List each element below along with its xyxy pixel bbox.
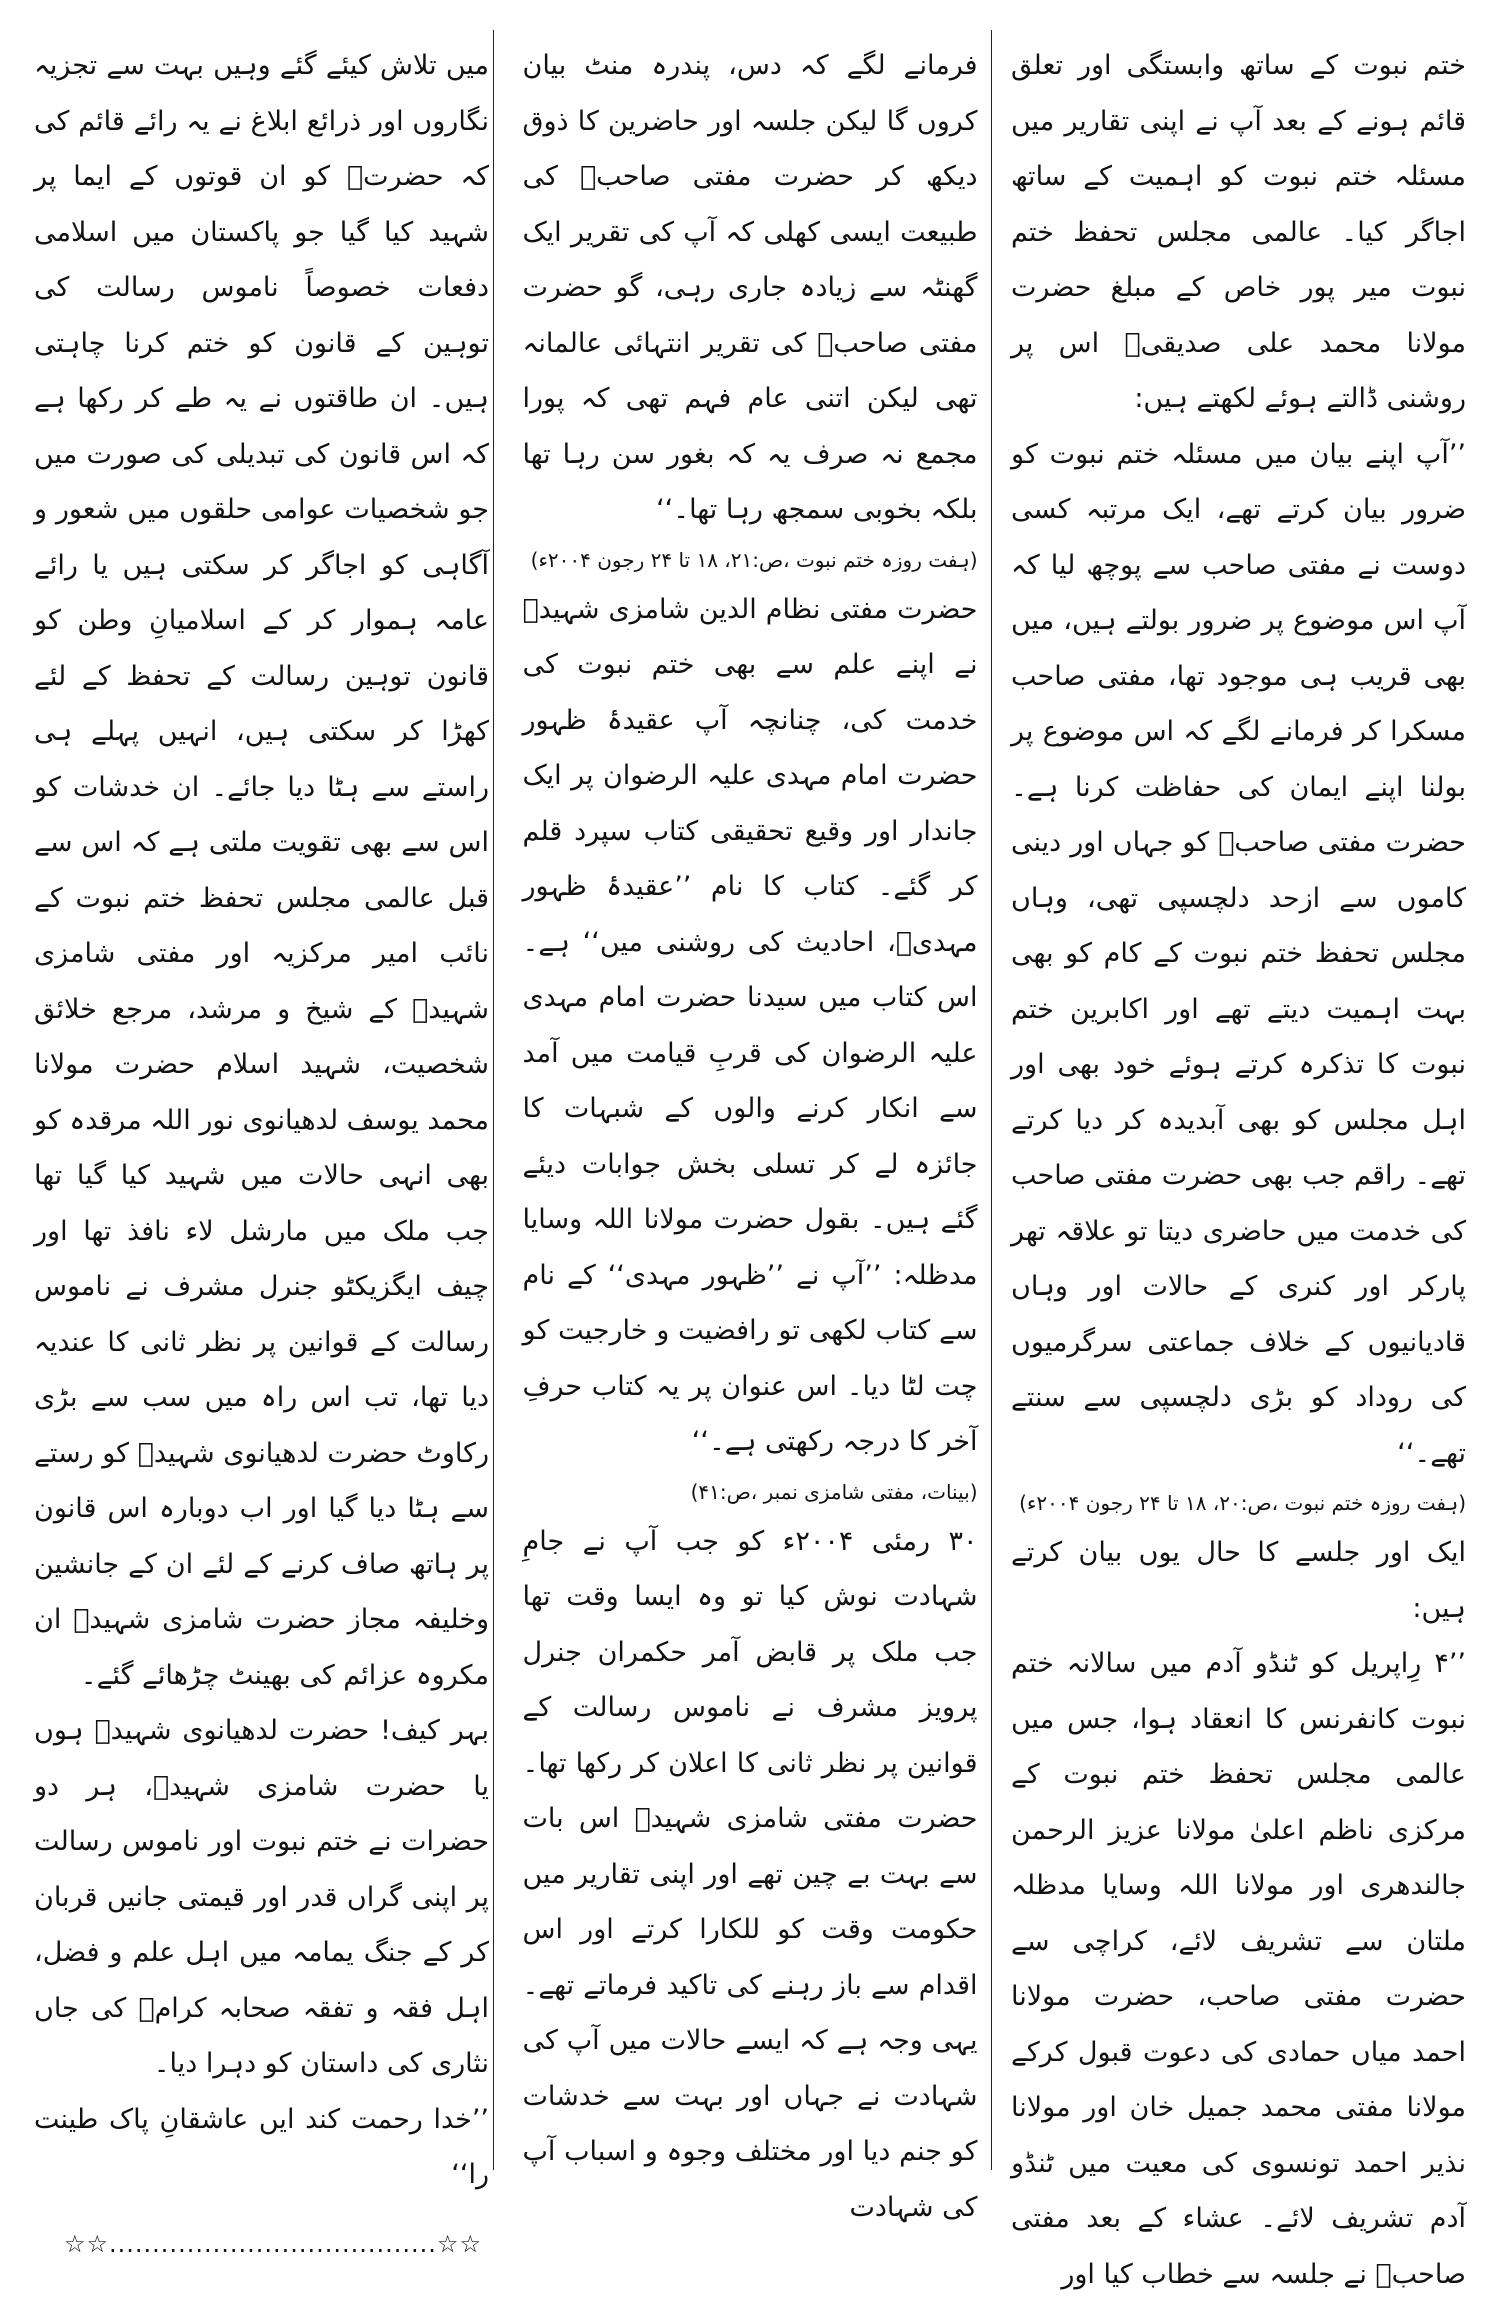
end-ornament: ☆☆......................................☆☆ bbox=[64, 2229, 482, 2258]
column-left bbox=[34, 38, 489, 2258]
paragraph: بہر کیف! حضرت لدھیانوی شہیدؒ ہوں یا حضرت شامزی شہیدؒ، ہر دو حضرات نے ختم نبوت اور ناموس رسالت پر اپنی گراں قدر اور قیمتی جانیں قربان کر کے جنگ یمامہ میں اہل علم و فضل، اہل فقہ و تفقہ صحابہ کرامؓ کی جاں نثاری کی داستان کو دہرا دیا۔ bbox=[34, 1715, 489, 2079]
source-citation: (ہفت روزہ ختم نبوت ،ص:۲۱، ۱۸ تا ۲۴ رجون ۲۰۰۴ء) bbox=[530, 547, 978, 572]
paragraph: حضرت مفتی نظام الدین شامزی شہیدؒ نے اپنے علم سے بھی ختم نبوت کی خدمت کی، چنانچہ آپ عقیدۂ ظہور حضرت امام مہدی علیہ الرضوان پر ایک جاندار اور وقیع تحقیقی کتاب سپرد قلم کر گئے۔ کتاب کا نام ’’عقیدۂ ظہور مہدیؑ، احادیث کی روشنی میں‘‘ ہے۔ اس کتاب میں سیدنا حضرت امام مہدی علیہ الرضوان کی قربِ قیامت میں آمد سے انکار کرنے والوں کے شبہات کا جائزہ لے کر تسلی بخش جوابات دیئے گئے ہیں۔ بقول حضرت مولانا اللہ وسایا مدظلہ: ’’آپ نے ’’ظہور مہدی‘‘ کے نام سے کتاب لکھی تو رافضیت و خارجیت کو چت لٹا دیا۔ اس عنوان پر یہ کتاب حرفِ آخر کا درجہ رکھتی ہے۔‘‘ bbox=[522, 593, 978, 1457]
paragraph: فرمانے لگے کہ دس، پندرہ منٹ بیان کروں گا لیکن جلسہ اور حاضرین کا ذوق دیکھ کر حضرت مفتی صاحبؒ کی طبیعت ایسی کھلی کہ آپ کی تقریر ایک گھنٹہ سے زیادہ جاری رہی، گو حضرت مفتی صاحبؒ کی تقریر انتہائی عالمانہ تھی لیکن اتنی عام فہم تھی کہ پورا مجمع نہ صرف یہ کہ بغور سن رہا تھا بلکہ بخوبی سمجھ رہا تھا۔‘‘ bbox=[522, 50, 978, 525]
paragraph: ۳۰ رمئی ۲۰۰۴ء کو جب آپ نے جامِ شہادت نوش کیا تو وہ ایسا وقت تھا جب ملک پر قابض آمر حکمران جنرل پرویز مشرف نے ناموس رسالت کے قوانین پر نظر ثانی کا اعلان کر رکھا تھا۔ حضرت مفتی شامزی شہیدؒ اس بات سے بہت بے چین تھے اور اپنی تقاریر میں حکومت وقت کو للکارا کرتے اور اس اقدام سے باز رہنے کی تاکید فرماتے تھے۔ یہی وجہ ہے کہ ایسے حالات میں آپ کی شہادت نے جہاں اور بہت سے خدشات کو جنم دیا اور مختلف وجوہ و اسباب آپ کی شہادت bbox=[522, 1525, 978, 2223]
column-middle bbox=[522, 38, 978, 2223]
paragraph: میں تلاش کیئے گئے وہیں بہت سے تجزیہ نگاروں اور ذرائع ابلاغ نے یہ رائے قائم کی کہ حضرتؒ کو ان قوتوں کے ایما پر شہید کیا گیا جو پاکستان میں اسلامی دفعات خصوصاً ناموس رسالت کی توہین کے قانون کو ختم کرنا چاہتی ہیں۔ ان طاقتوں نے یہ طے کر رکھا ہے کہ اس قانون کی تبدیلی کی صورت میں جو شخصیات عوامی حلقوں میں شعور و آگاہی کو اجاگر کر سکتی ہیں یا رائے عامہ ہموار کر کے اسلامیانِ وطن کو قانون توہین رسالت کے تحفظ کے لئے کھڑا کر سکتی ہیں، انہیں پہلے ہی راستے سے ہٹا دیا جائے۔ ان خدشات کو اس سے بھی تقویت ملتی ہے کہ اس سے قبل عالمی مجلس تحفظ ختم نبوت کے نائب امیر مرکزیہ اور مفتی شامزی شہیدؒ کے شیخ و مرشد، مرجع خلائق شخصیت، شہید اسلام حضرت مولانا محمد یوسف لدھیانوی نور اللہ مرقدہ کو بھی انہی حالات میں شہید کیا گیا تھا جب ملک میں مارشل لاء نافذ تھا اور چیف ایگزیکٹو جنرل مشرف نے ناموس رسالت کے قوانین پر نظر ثانی کا عندیہ دیا تھا، تب اس راہ میں سب سے بڑی رکاوٹ حضرت لدھیانوی شہیدؒ کو رستے سے ہٹا دیا گیا اور اب دوبارہ اس قانون پر ہاتھ صاف کرنے کے لئے ان کے جانشین وخلیفہ مجاز حضرت شامزی شہیدؒ ان مکروہ عزائم کی بھینٹ چڑھائے گئے۔ bbox=[34, 50, 489, 1691]
paragraph: ختم نبوت کے ساتھ وابستگی اور تعلق قائم ہونے کے بعد آپ نے اپنی تقاریر میں مسئلہ ختم نبوت کو اہمیت کے ساتھ اجاگر کیا۔ عالمی مجلس تحفظ ختم نبوت میر پور خاص کے مبلغ حضرت مولانا محمد علی صدیقیؒ اس پر روشنی ڈالتے ہوئے لکھتے ہیں: bbox=[1011, 50, 1466, 414]
paragraph: ’’۴ رِاپریل کو ٹنڈو آدم میں سالانہ ختم نبوت کانفرنس کا انعقاد ہوا، جس میں عالمی مجلس تحفظ ختم نبوت کے مرکزی ناظم اعلیٰ مولانا عزیز الرحمن جالندھری اور مولانا اللہ وسایا مدظلہ ملتان سے تشریف لائے، کراچی سے حضرت مفتی صاحب، حضرت مولانا احمد میاں حمادی کی دعوت قبول کرکے مولانا مفتی محمد جمیل خان اور مولانا نذیر احمد تونسوی کی معیت میں ٹنڈو آدم تشریف لائے۔ عشاء کے بعد مفتی صاحبؒ نے جلسہ سے خطاب کیا اور bbox=[1011, 1648, 1466, 2290]
paragraph: ایک اور جلسے کا حال یوں بیان کرتے ہیں: bbox=[1011, 1537, 1466, 1624]
paragraph: ’’آپ اپنے بیان میں مسئلہ ختم نبوت کو ضرور بیان کرتے تھے، ایک مرتبہ کسی دوست نے مفتی صاحب سے پوچھ لیا کہ آپ اس موضوع پر ضرور بولتے ہیں، میں بھی قریب ہی موجود تھا، مفتی صاحب مسکرا کر فرمانے لگے کہ اس موضوع پر بولنا اپنے ایمان کی حفاظت کرنا ہے۔ حضرت مفتی صاحبؒ کو جہاں اور دینی کاموں سے ازحد دلچسپی تھی، وہاں مجلس تحفظ ختم نبوت کے کام کو بھی بہت اہمیت دیتے تھے اور اکابرین ختم نبوت کا تذکرہ کرتے ہوئے خود بھی اور اہل مجلس کو بھی آبدیدہ کر دیا کرتے تھے۔ راقم جب بھی حضرت مفتی صاحب کی خدمت میں حاضری دیتا تو علاقہ تھر پارکر اور کنری کے حالات اور وہاں قادیانیوں کے خلاف جماعتی سرگرمیوں کی روداد کو بڑی دلچسپی سے سنتے تھے۔‘‘ bbox=[1011, 438, 1466, 1469]
column-right bbox=[1011, 38, 1466, 2290]
column-divider-right bbox=[991, 30, 992, 2170]
source-citation: (بینات، مفتی شامزی نمبر ،ص:۴۱) bbox=[690, 1479, 978, 1504]
column-divider-left bbox=[493, 30, 494, 2170]
source-citation: (ہفت روزہ ختم نبوت ،ص:۲۰، ۱۸ تا ۲۴ رجون ۲۰۰۴ء) bbox=[1019, 1491, 1466, 1515]
paragraph: ’’خدا رحمت کند ایں عاشقانِ پاک طینت را‘‘ bbox=[34, 2103, 489, 2190]
